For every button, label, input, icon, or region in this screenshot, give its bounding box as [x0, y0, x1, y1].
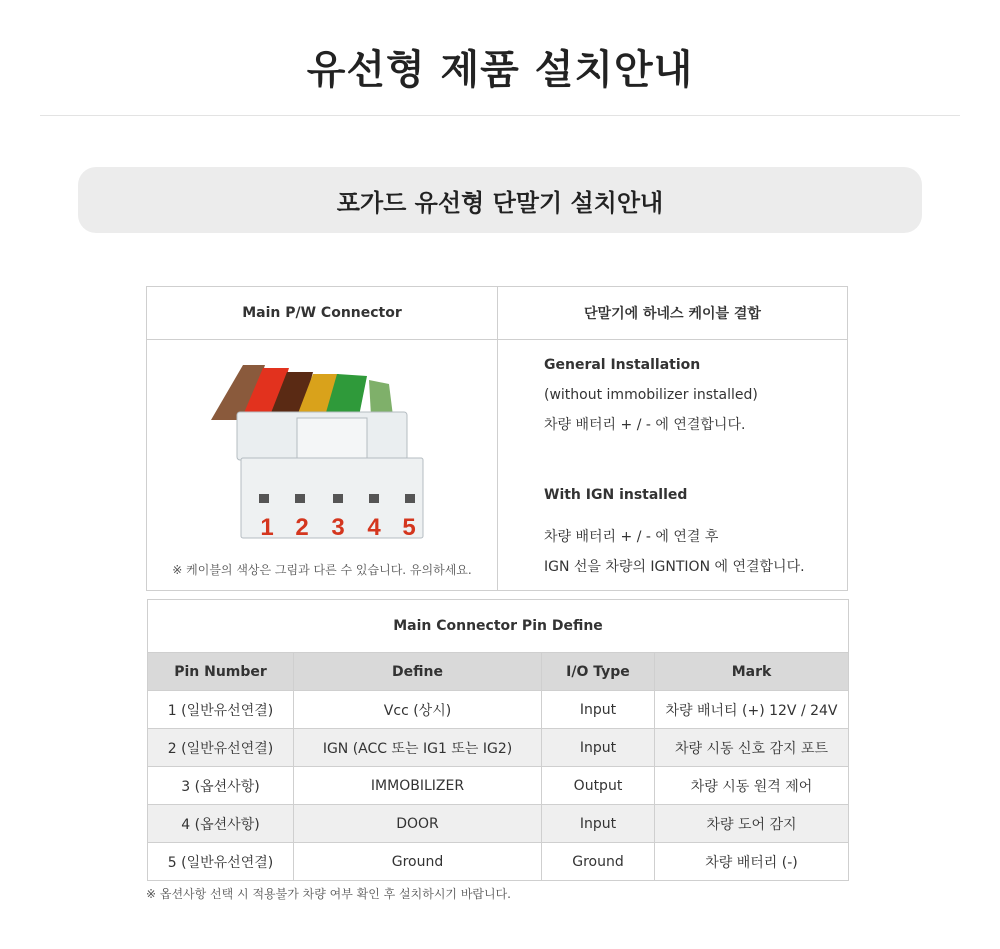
cell-pin-number: 5 (일반유선연결)	[148, 843, 294, 881]
cell-mark: 차량 시동 신호 감지 포트	[655, 729, 849, 767]
col-header-mark: Mark	[655, 653, 849, 691]
cell-io-type: Input	[542, 805, 655, 843]
section-banner-title: 포가드 유선형 단말기 설치안내	[336, 188, 664, 217]
cell-io-type: Input	[542, 691, 655, 729]
col-header-io-type: I/O Type	[542, 653, 655, 691]
general-install-title: General Installation	[544, 357, 701, 373]
spacer	[544, 514, 847, 526]
title-divider	[40, 115, 960, 116]
ign-install-desc-2: IGN 선을 차량의 IGNTION 에 연결합니다.	[544, 559, 805, 575]
harness-header: 단말기에 하네스 케이블 결합	[498, 287, 848, 340]
cell-define: IMMOBILIZER	[294, 767, 542, 805]
cell-pin-number: 3 (옵션사항)	[148, 767, 294, 805]
table-row	[148, 767, 849, 805]
general-install-subtitle: (without immobilizer installed)	[544, 387, 758, 403]
spacer	[544, 444, 847, 484]
connector-table	[146, 286, 848, 591]
cell-define: Ground	[294, 843, 542, 881]
table-row	[148, 691, 849, 729]
col-header-pin-number: Pin Number	[148, 653, 294, 691]
cell-mark: 차량 시동 원격 제어	[655, 767, 849, 805]
pin-define-table	[147, 599, 849, 881]
pin-label-5: 5	[402, 514, 416, 541]
col-header-define: Define	[294, 653, 542, 691]
cell-mark: 차량 도어 감지	[655, 805, 849, 843]
ign-install-title: With IGN installed	[544, 487, 688, 503]
page-title: 유선형 제품 설치안내	[306, 47, 694, 93]
cell-io-type: Input	[542, 729, 655, 767]
section-banner	[78, 167, 922, 233]
table-row	[148, 805, 849, 843]
cell-io-type: Ground	[542, 843, 655, 881]
ign-install-desc-1: 차량 배터리 + / - 에 연결 후	[544, 529, 719, 545]
cell-define: DOOR	[294, 805, 542, 843]
installation-text-cell	[498, 340, 848, 591]
pin-label-1: 1	[260, 514, 274, 541]
pin-table-caption: Main Connector Pin Define	[148, 600, 849, 653]
general-install-desc: 차량 배터리 + / - 에 연결합니다.	[544, 417, 746, 433]
pin-label-2: 2	[295, 514, 309, 541]
table-row	[148, 843, 849, 881]
cell-io-type: Output	[542, 767, 655, 805]
pin-label-3: 3	[331, 514, 345, 541]
cell-define: IGN (ACC 또는 IG1 또는 IG2)	[294, 729, 542, 767]
connector-header: Main P/W Connector	[147, 287, 498, 340]
connector-illustration	[147, 340, 497, 550]
table-row	[148, 729, 849, 767]
cable-color-note: ※ 케이블의 색상은 그림과 다른 수 있습니다. 유의하세요.	[172, 563, 472, 577]
cell-mark: 차량 배터리 (-)	[655, 843, 849, 881]
cell-pin-number: 1 (일반유선연결)	[148, 691, 294, 729]
connector-image-cell	[147, 340, 498, 591]
cell-pin-number: 4 (옵션사항)	[148, 805, 294, 843]
cell-mark: 차량 배너티 (+) 12V / 24V	[655, 691, 849, 729]
cell-pin-number: 2 (일반유선연결)	[148, 729, 294, 767]
bottom-note: ※ 옵션사항 선택 시 적용불가 차량 여부 확인 후 설치하시기 바랍니다.	[146, 887, 511, 901]
cell-define: Vcc (상시)	[294, 691, 542, 729]
pin-label-4: 4	[367, 514, 381, 541]
